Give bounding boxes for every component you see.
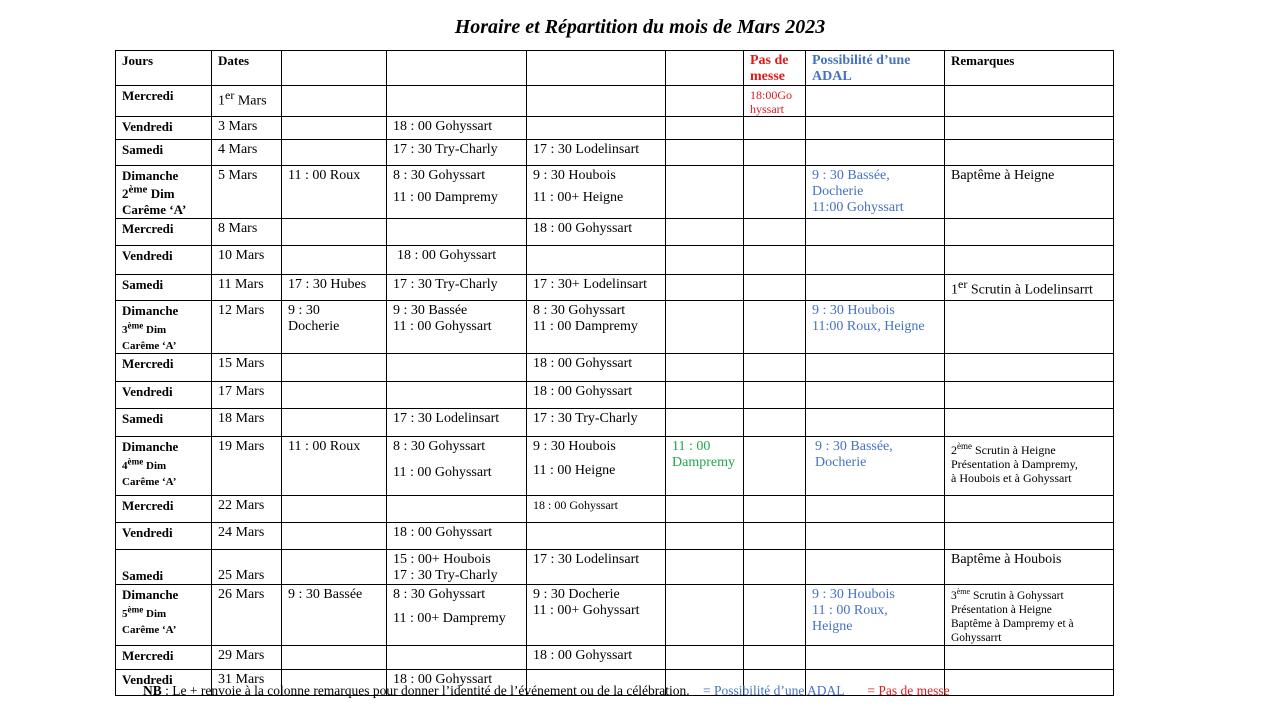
table-row: Dimanche 4ème Dim Carême ‘A’ 19 Mars 11 : 00 Roux 8 : 30 Gohyssart 11 : 00 Gohyssart 9 : 30 Houbois 11 : 00 Heigne 11 : 00 Dampremy 9 : 30 Bassée, Docherie 2ème Scrutin à Heigne Présentation à Dampremy, à Houbois et à Gohyssart xyxy=(116,436,1114,495)
table-row: Samedi 11 Mars 17 : 30 Hubes 17 : 30 Try-Charly 17 : 30+ Lodelinsart 1er Scrutin à Lodelinsarrt xyxy=(116,275,1114,301)
table-row: Mercredi 8 Mars 18 : 00 Gohyssart xyxy=(116,219,1114,246)
page-title: Horaire et Répartition du mois de Mars 2023 xyxy=(454,16,826,38)
header-adal: Possibilité d’une ADAL xyxy=(806,51,945,86)
header-dates: Dates xyxy=(212,51,282,86)
header-row xyxy=(116,51,1114,86)
table-row: Vendredi 17 Mars 18 : 00 Gohyssart xyxy=(116,381,1114,408)
table-row: Dimanche 2ème Dim Carême ‘A’ 5 Mars 11 : 00 Roux 8 : 30 Gohyssart 11 : 00 Dampremy 9 : 30 Houbois 11 : 00+ Heigne 9 : 30 Bassée, Docherie 11:00 Gohyssart Baptême à Heigne xyxy=(116,166,1114,219)
table-row: Samedi 25 Mars 15 : 00+ Houbois 17 : 30 Try-Charly 17 : 30 Lodelinsart Baptême à Houbois xyxy=(116,549,1114,584)
table-row: Dimanche 5ème Dim Carême ‘A’ 26 Mars 9 : 30 Bassée 8 : 30 Gohyssart 11 : 00+ Dampremy 9 : 30 Docherie 11 : 00+ Gohyssart 9 : 30 Houbois 11 : 00 Roux, Heigne 3ème Scrutin à Gohyssart Présentation à Heigne Baptême à Dampremy et à Gohyssarrt xyxy=(116,584,1114,645)
table-row: Samedi 18 Mars 17 : 30 Lodelinsart 17 : 30 Try-Charly xyxy=(116,408,1114,436)
legend-pas-de-messe: = Pas de messe xyxy=(867,683,950,698)
table-row: Mercredi 15 Mars 18 : 00 Gohyssart xyxy=(116,353,1114,381)
table-row: Dimanche 3ème Dim Carême ‘A’ 12 Mars 9 : 30 Docherie 9 : 30 Bassée 11 : 00 Gohyssart 8 : 30 Gohyssart 11 : 00 Dampremy 9 : 30 Houbois 11:00 Roux, Heigne xyxy=(116,301,1114,354)
table-row: Vendredi 31 Mars 18 : 00 Gohyssart xyxy=(116,669,1114,695)
header-remarques: Remarques xyxy=(945,51,1114,86)
footnote: NB : Le + renvoie à la colonne remarques pour donner l’identité de l’événement ou de la célébration. = Possibilité d’une ADAL = Pas de messe xyxy=(143,683,950,698)
table-row: Vendredi 10 Mars 18 : 00 Gohyssart xyxy=(116,246,1114,275)
header-pas-de-messe: Pas de messe xyxy=(744,51,806,86)
table-row: Mercredi 1er Mars 18:00Go hyssart xyxy=(116,86,1114,117)
adal-cell: 9 : 30 Houbois 11:00 Roux, Heigne xyxy=(806,301,945,354)
adal-cell: 9 : 30 Houbois 11 : 00 Roux, Heigne xyxy=(806,584,945,645)
table-row: Mercredi 22 Mars 18 : 00 Gohyssart xyxy=(116,495,1114,522)
schedule-table xyxy=(115,50,1114,696)
legend-adal: = Possibilité d’une ADAL xyxy=(703,683,845,698)
table-row: Vendredi 3 Mars 18 : 00 Gohyssart xyxy=(116,117,1114,140)
pas-de-messe-cell: 18:00Go hyssart xyxy=(744,86,806,117)
adal-cell: 9 : 30 Bassée, Docherie 11:00 Gohyssart xyxy=(806,166,945,219)
adal-cell: 9 : 30 Bassée, Docherie xyxy=(806,436,945,495)
header-jours: Jours xyxy=(116,51,212,86)
table-row: Vendredi 24 Mars 18 : 00 Gohyssart xyxy=(116,522,1114,549)
table-row: Mercredi 29 Mars 18 : 00 Gohyssart xyxy=(116,645,1114,669)
date-cell: 1er Mars xyxy=(212,86,282,117)
table-row: Samedi 4 Mars 17 : 30 Try-Charly 17 : 30 Lodelinsart xyxy=(116,140,1114,166)
